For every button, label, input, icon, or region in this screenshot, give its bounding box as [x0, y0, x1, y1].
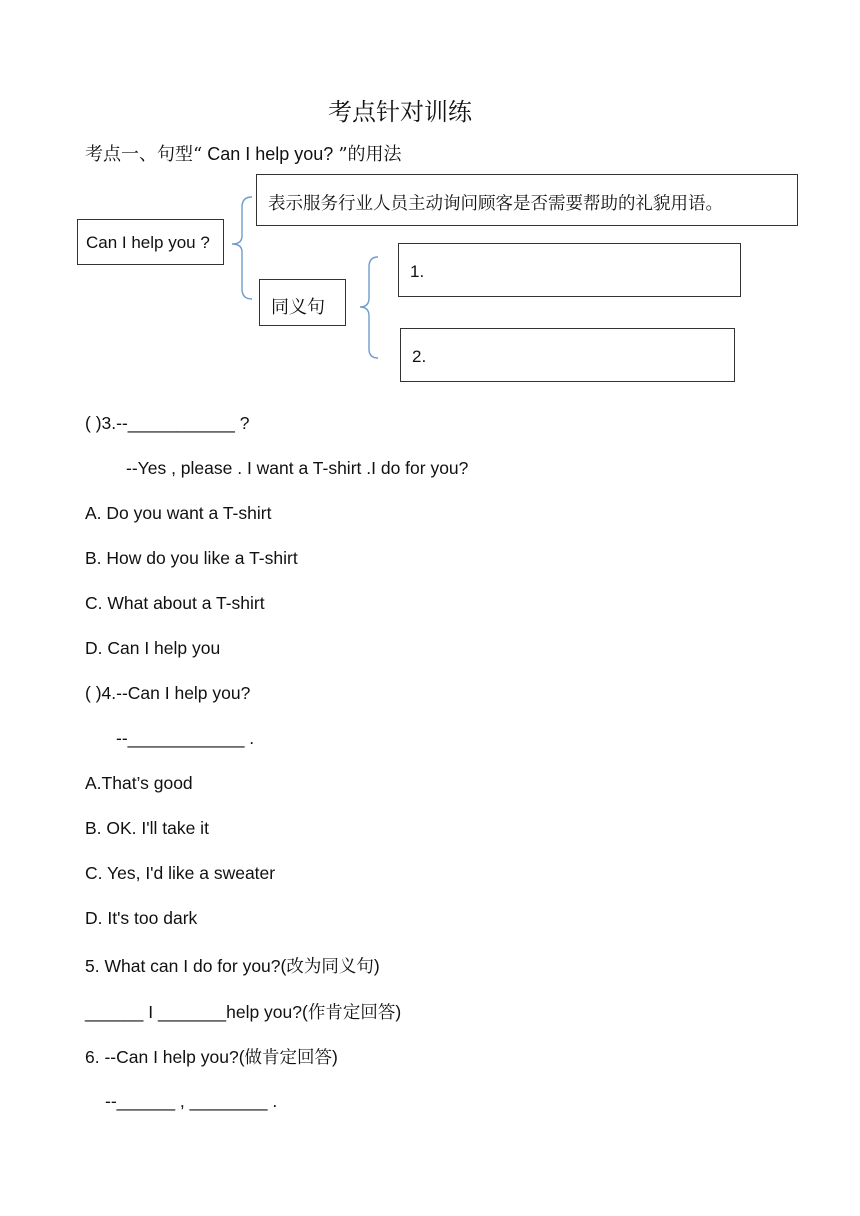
- root-box: [77, 219, 224, 265]
- question-3-option-d: D. Can I help you: [85, 638, 221, 658]
- synonym-1-label: 1.: [410, 262, 425, 281]
- section-suffix: ”的用法: [338, 144, 402, 165]
- synonym-box-2: [400, 328, 735, 382]
- root-label: Can I help you ?: [86, 233, 210, 252]
- question-5-stem: 5. What can I do for you?(改为同义句): [85, 956, 380, 976]
- question-4-answer-line: --____________ .: [116, 728, 255, 748]
- section-prefix: 考点一、句型“: [85, 144, 203, 165]
- question-4-stem: ( )4.--Can I help you?: [85, 683, 251, 703]
- question-3-option-c: C. What about a T-shirt: [85, 593, 265, 613]
- question-4-option-a: A.That’s good: [85, 773, 193, 793]
- question-4-option-d: D. It's too dark: [85, 908, 198, 928]
- question-3-option-b: B. How do you like a T-shirt: [85, 548, 298, 568]
- question-6-stem: 6. --Can I help you?(做肯定回答): [85, 1047, 338, 1067]
- meaning-label: 表示服务行业人员主动询问顾客是否需要帮助的礼貌用语。: [268, 194, 723, 214]
- question-4-option-c: C. Yes, I'd like a sweater: [85, 863, 276, 883]
- synonym-2-label: 2.: [412, 347, 427, 366]
- section-phrase: Can I help you?: [207, 144, 334, 164]
- page-title: 考点针对训练: [328, 98, 472, 126]
- question-3-stem: ( )3.--___________ ?: [85, 413, 250, 433]
- synonym-box: [259, 279, 346, 326]
- question-4-option-b: B. OK. I'll take it: [85, 818, 209, 838]
- synonym-box-1: [398, 243, 741, 297]
- synonym-label: 同义句: [271, 297, 325, 318]
- question-6-blank-line: --______ , ________ .: [105, 1091, 278, 1111]
- meaning-box: [256, 174, 798, 226]
- question-3-answer-line: --Yes , please . I want a T-shirt .I do for you?: [126, 458, 469, 478]
- question-5-blank-line: ______ I _______help you?(作肯定回答): [85, 1002, 402, 1022]
- question-3-option-a: A. Do you want a T-shirt: [85, 503, 272, 523]
